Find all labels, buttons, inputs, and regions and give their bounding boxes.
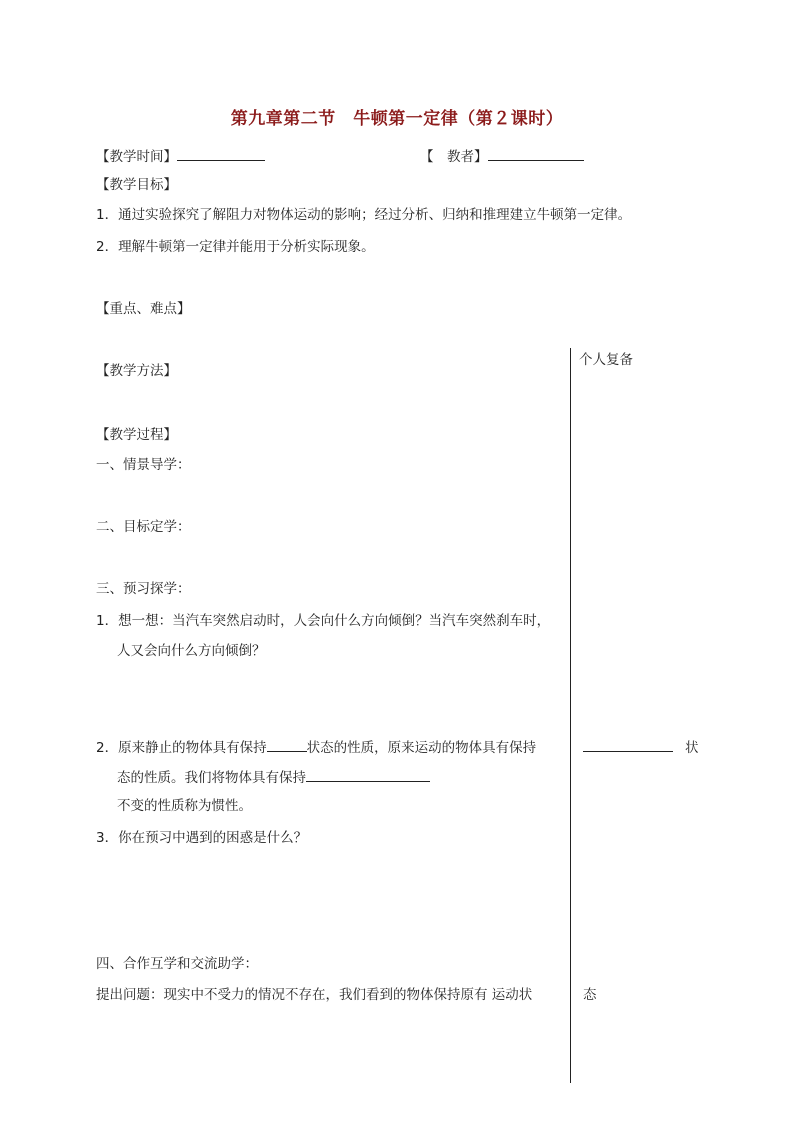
page-title: 第九章第二节 牛顿第一定律（第２课时） — [230, 109, 564, 129]
objectives-heading: 【教学目标】 — [96, 177, 177, 193]
teacher-blank[interactable] — [488, 146, 584, 161]
question-2-text-c: 态的性质。我们将物体具有保持 — [117, 770, 306, 786]
teaching-time-blank[interactable] — [177, 146, 265, 161]
section-2-heading: 二、目标定学： — [96, 519, 191, 535]
margin-divider — [570, 348, 571, 1083]
question-2-text-b: 状态的性质，原来运动的物体具有保持 — [306, 740, 537, 756]
section-3-heading: 三、预习探学： — [96, 581, 191, 597]
teaching-time-label: 【教学时间】 — [96, 149, 177, 165]
key-points-heading: 【重点、难点】 — [96, 301, 191, 317]
objective-item-1: 1．通过实验探究了解阻力对物体运动的影响；经过分析、归纳和推理建立牛顿第一定律。 — [96, 207, 632, 223]
side-note-row — [583, 737, 699, 757]
question-1-line-2: 人又会向什么方向倾倒？ — [117, 643, 266, 659]
side-note-text-1: 状 — [685, 740, 699, 756]
question-2-line-1 — [96, 737, 536, 757]
question-3: 3．你在预习中遇到的困惑是什么？ — [96, 830, 308, 846]
objective-item-2: 2．理解牛顿第一定律并能用于分析实际现象。 — [96, 239, 375, 255]
side-note-blank[interactable] — [583, 737, 673, 752]
teacher-label: 【 教者】 — [420, 149, 488, 165]
section-1-heading: 一、情景导学： — [96, 457, 191, 473]
methods-heading: 【教学方法】 — [96, 363, 177, 379]
side-note-text-2: 态 — [583, 987, 597, 1003]
side-note-heading: 个人复备 — [579, 352, 633, 368]
question-2-line-3: 不变的性质称为惯性。 — [117, 798, 252, 814]
question-2-blank-1[interactable] — [267, 737, 307, 752]
section-4-heading: 四、合作互学和交流助学： — [96, 956, 258, 972]
question-2-text-a: 2．原来静止的物体具有保持 — [96, 740, 267, 756]
question-1-line-1: 1．想一想：当汽车突然启动时，人会向什么方向倾倒？当汽车突然刹车时， — [96, 613, 551, 629]
question-2-line-2 — [117, 767, 430, 787]
question-2-blank-2[interactable] — [306, 767, 430, 782]
teacher-row — [420, 146, 584, 166]
ask-question-line: 提出问题：现实中不受力的情况不存在，我们看到的物体保持原有 运动状 — [96, 987, 533, 1003]
process-heading: 【教学过程】 — [96, 427, 177, 443]
teaching-time-row — [96, 146, 265, 166]
